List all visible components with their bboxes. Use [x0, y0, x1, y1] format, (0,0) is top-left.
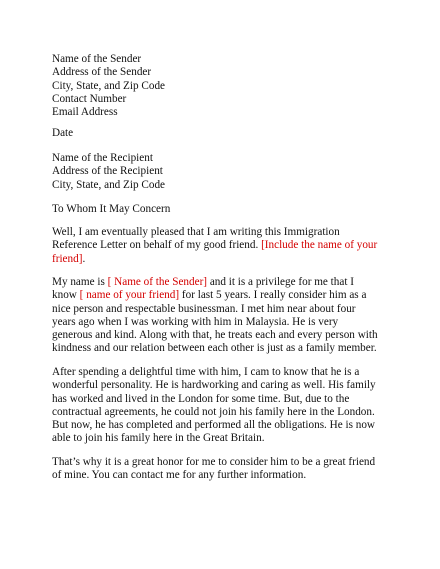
paragraph-line: contractual agreements, he could not join his family here in the London.: [52, 405, 375, 418]
paragraph-1: [52, 226, 377, 266]
paragraph-line: generous and kind. Along with that, he treats each and every person with: [52, 329, 378, 342]
paragraph-line: able to join his family here in the Great Britain.: [52, 432, 265, 445]
paragraph-line: [52, 276, 378, 289]
sender-city-state-zip: City, State, and Zip Code: [52, 79, 165, 92]
sender-address-block: [52, 53, 165, 119]
friend-name-placeholder: [ name of your friend]: [79, 289, 180, 302]
paragraph-line: nice person and respectable businessman. I met him near about four: [52, 302, 356, 315]
paragraph-text: and it is a privilege for me that I: [207, 276, 354, 288]
recipient-name: Name of the Recipient: [52, 152, 153, 164]
friend-name-placeholder-end: friend]: [52, 252, 83, 265]
paragraph-line: has worked and lived in the London for some time. But, due to the: [52, 392, 350, 405]
sender-email: Email Address: [52, 106, 118, 119]
paragraph-line: But now, he has completed and performed all the obligations. He is now: [52, 419, 376, 432]
paragraph-text: .: [82, 252, 86, 265]
sender-name: Name of the Sender: [52, 53, 142, 65]
paragraph-line: years ago when I was working with him in Malaysia. He is very: [52, 315, 339, 328]
paragraph-line: [52, 253, 377, 266]
sender-address: Address of the Sender: [52, 66, 152, 79]
salutation-block: [52, 203, 170, 216]
friend-name-placeholder: [Include the name of your: [261, 239, 378, 252]
paragraph-2: [52, 276, 378, 356]
paragraph-line: [52, 289, 378, 302]
sender-name-placeholder: [ Name of the Sender]: [107, 276, 208, 288]
paragraph-line: kindness and our relation between each other is just as a family member.: [52, 342, 377, 355]
recipient-city-state-zip: City, State, and Zip Code: [52, 178, 165, 191]
paragraph-text: My name is: [52, 276, 108, 288]
paragraph-3: [52, 366, 376, 446]
paragraph-4: [52, 456, 375, 483]
salutation: To Whom It May Concern: [52, 203, 171, 215]
paragraph-line: wonderful personality. He is hardworking and caring as well. His family: [52, 379, 376, 392]
date-block: [52, 127, 73, 140]
paragraph-line: [52, 239, 377, 252]
paragraph-line: After spending a delightful time with him, I cam to know that he is a: [52, 366, 360, 378]
paragraph-line: Well, I am eventually pleased that I am writing this Immigration: [52, 226, 340, 238]
recipient-address: Address of the Recipient: [52, 165, 163, 178]
paragraph-line: That’s why it is a great honor for me to consider him to be a great friend: [52, 456, 376, 468]
sender-contact-number: Contact Number: [52, 92, 127, 105]
paragraph-text: Reference Letter on behalf of my good friend.: [52, 239, 262, 252]
paragraph-line: of mine. You can contact me for any further information.: [52, 469, 307, 482]
letter-date: Date: [52, 127, 74, 139]
paragraph-text: know: [52, 289, 80, 302]
recipient-address-block: [52, 152, 165, 192]
paragraph-text: for last 5 years. I really consider him as a: [179, 289, 367, 302]
